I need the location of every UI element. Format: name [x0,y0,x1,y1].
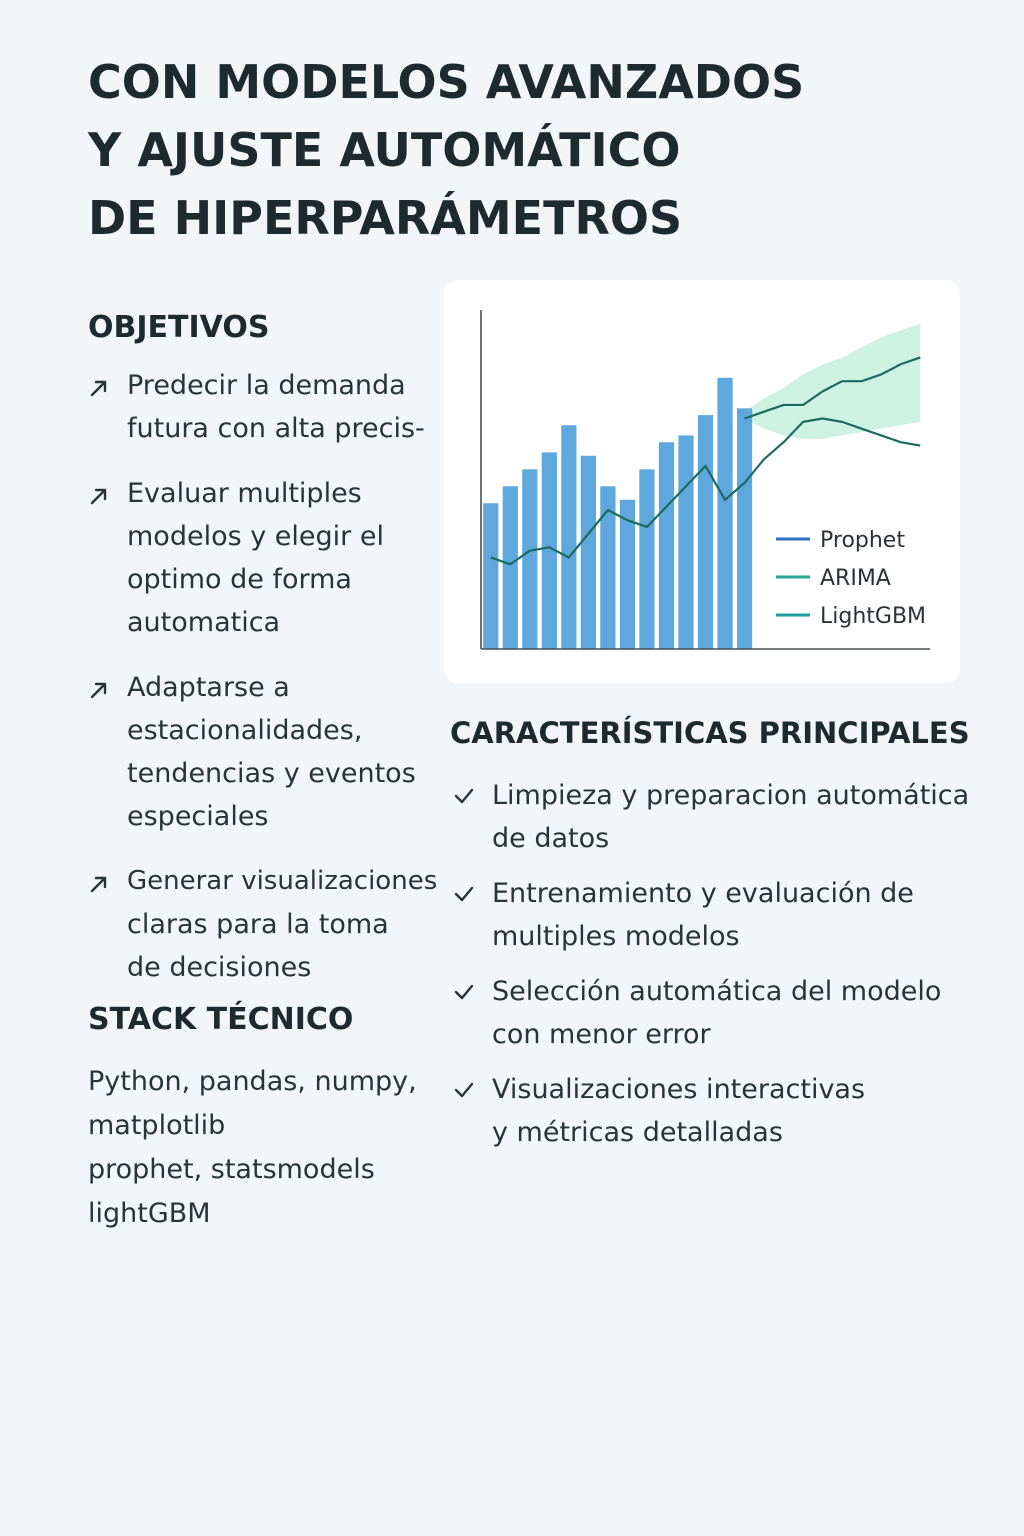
caracteristica-line: y métricas detalladas [492,1117,783,1148]
caracteristicas-list [452,774,970,1166]
objetivo-line: especiales [127,801,269,832]
objetivos-heading: OBJETIVOS [88,310,270,345]
page-title [88,48,968,252]
title-line-1: CON MODELOS AVANZADOS [88,55,805,109]
stack-line: matplotlib [88,1110,226,1141]
stack-line: lightGBM [88,1198,211,1229]
bar-10 [659,442,674,649]
check-icon [454,788,474,804]
arrow-up-right-icon [88,679,110,701]
stack-line: Python, pandas, numpy, [88,1066,417,1097]
chart-card [444,280,960,683]
objetivo-line: modelos y elegir el [127,521,384,552]
objetivo-line: claras para la toma [127,909,389,940]
bar-9 [639,469,654,649]
caracteristicas-heading: CARACTERÍSTICAS PRINCIPALES [450,716,970,750]
objetivo-line: tendencias y eventos [127,758,416,789]
stack-list [88,1060,448,1236]
caracteristica-line: Entrenamiento y evaluación de [492,878,914,909]
objetivo-line: Predecir la demanda [127,370,406,401]
caracteristica-line: multiples modelos [492,921,740,952]
objetivo-line: estacionalidades, [127,715,363,746]
bar-3 [522,469,537,649]
caracteristica-line: Selección automática del modelo [492,976,942,1007]
check-icon [454,1082,474,1098]
objetivo-item [88,364,448,450]
forecast-chart [444,280,960,683]
objetivos-list [88,364,448,1011]
bar-11 [678,435,693,649]
bar-1 [483,503,498,649]
forecast-band [745,324,921,439]
title-line-2: Y AJUSTE AUTOMÁTICO [88,123,681,177]
objetivo-item [88,666,448,838]
bar-5 [561,425,576,649]
objetivo-line: Generar visualizaciones [127,866,438,896]
objetivo-line: Adaptarse a [127,672,290,703]
caracteristica-item [452,1068,962,1154]
stack-line: prophet, statsmodels [88,1154,375,1185]
bar-6 [581,456,596,649]
objetivo-line: de decisiones [127,952,312,983]
legend-label-lightgbm: LightGBM [820,604,927,629]
objetivo-line: futura con alta precis- [127,413,425,444]
arrow-up-right-icon [88,873,110,895]
caracteristica-item [452,872,962,958]
legend-label-prophet: Prophet [820,528,905,553]
caracteristica-line: de datos [492,823,610,854]
check-icon [454,886,474,902]
caracteristica-line: con menor error [492,1019,711,1050]
bar-13 [717,378,732,649]
arrow-up-right-icon [88,485,110,507]
stack-heading: STACK TÉCNICO [88,1002,354,1037]
caracteristica-item [452,970,962,1056]
caracteristica-item [452,774,970,860]
objetivo-line: automatica [127,607,281,638]
legend-label-arima: ARIMA [820,566,891,591]
bar-12 [698,415,713,649]
bar-2 [503,486,518,649]
bar-14 [737,408,752,649]
objetivo-line: Evaluar multiples [127,478,362,509]
title-line-3: DE HIPERPARÁMETROS [88,191,683,245]
objetivo-line: optimo de forma [127,564,352,595]
arrow-up-right-icon [88,377,110,399]
objetivo-item [88,472,448,644]
check-icon [454,984,474,1000]
objetivo-item [88,860,448,989]
caracteristica-line: Limpieza y preparacion automática [492,780,970,811]
caracteristica-line: Visualizaciones interactivas [492,1074,866,1105]
